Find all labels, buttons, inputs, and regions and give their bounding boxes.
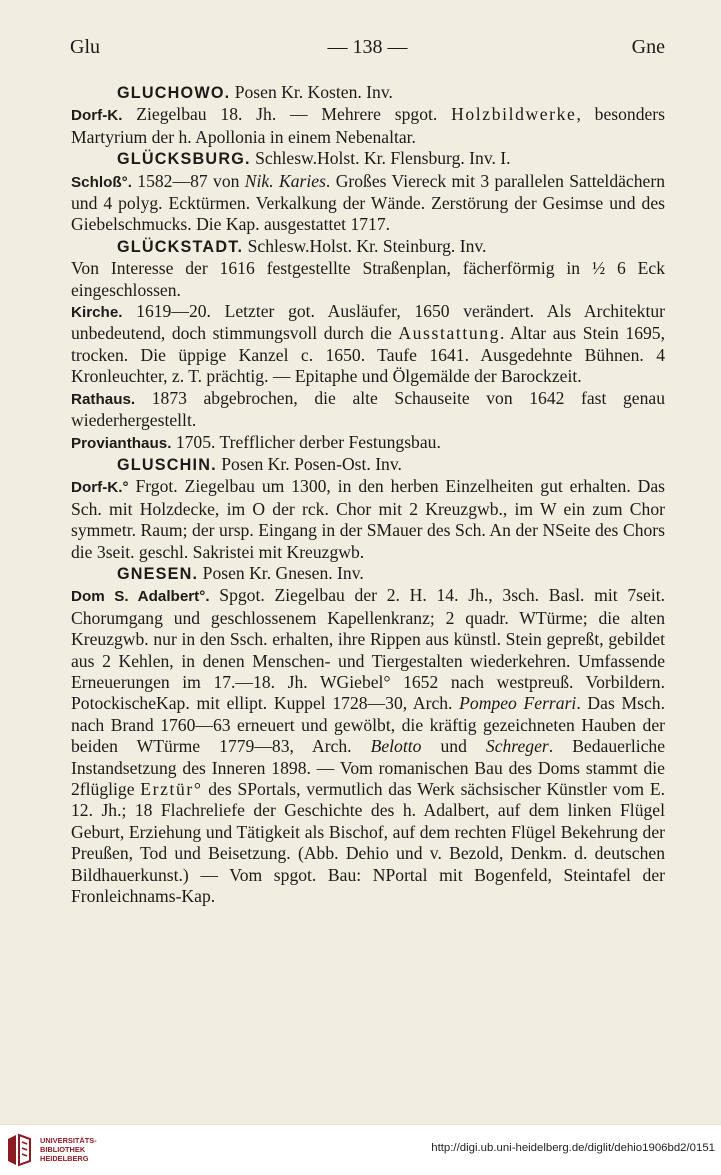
entry-label: Kirche. <box>71 304 123 322</box>
dictionary-text <box>71 82 665 907</box>
place-location: Posen Kr. Kosten. Inv. <box>234 82 393 102</box>
digitization-footer <box>0 1124 721 1175</box>
entry: Provianthaus. 1705. Trefflicher derber Festungsbau. <box>71 431 441 452</box>
entry-label: Dom S. Adalbert°. <box>71 588 210 606</box>
entry-label: Rathaus. <box>71 390 136 408</box>
entry: Schloß°. 1582—87 von Nik. Karies. Großes Viereck mit 3 parallelen Satteldächern und 4 polyg. Ecktürmen. Verkalkung der Wände. Zerstörung der Gesimse und des Giebelschmucks. Die Kap. ausgestattet 1717. <box>71 170 665 235</box>
header-left-keyword: Glu <box>70 36 100 58</box>
header-right-keyword: Gne <box>631 36 665 58</box>
place-heading <box>71 454 665 476</box>
place-location: Posen Kr. Posen-Ost. Inv. <box>221 453 402 474</box>
place-name: GNESEN. <box>117 564 199 583</box>
place-heading <box>71 236 665 258</box>
entry-label: Dorf-K. <box>71 107 123 125</box>
entry: Dorf-K.° Frgot. Ziegelbau um 1300, in den herben Einzelheiten gut erhalten. Das Sch. mit Holzdecke, im O der rck. Chor mit 2 Kreuzgwb., im W ein zum Chor symmetr. Raum; der ursp. Eingang in der SMauer des Sch. An der NSeite des Chors die 3seit. geschl. Sakristei mit Kreuzgwb. <box>71 476 665 562</box>
place-location: Schlesw.Holst. Kr. Flensburg. Inv. I. <box>255 148 511 169</box>
place-name: GLUCHOWO. <box>117 84 231 102</box>
place-name: GLUSCHIN. <box>117 455 217 474</box>
library-logo-icon <box>6 1133 32 1167</box>
entry: Dorf-K. Ziegelbau 18. Jh. — Mehrere spgot. Holzbildwerke, besonders Martyrium der h. Apollonia in einem Nebenaltar. <box>71 104 666 147</box>
architect-name: Schreger <box>485 736 549 757</box>
place-name: GLÜCKSBURG. <box>117 150 251 169</box>
place-heading <box>71 82 665 104</box>
architect-name: Nik. Karies <box>244 170 326 191</box>
entry-label: Schloß°. <box>71 173 132 191</box>
architect-name: Pompeo Ferrari <box>459 693 577 714</box>
entry: Kirche. 1619—20. Letzter got. Ausläufer, 1650 verändert. Als Architektur unbedeutend, doch stimmungsvoll durch die Ausstattung. Altar aus Stein 1695, trocken. Die üppige Kanzel c. 1650. Taufe 1641. Ausgedehnte Bühnen. 4 Kronleuchter, z. T. prächtig. — Epitaphe und Ölgemälde der Barockzeit. <box>71 301 665 387</box>
architect-name: Belotto <box>370 736 422 757</box>
place-location: Schlesw.Holst. Kr. Steinburg. Inv. <box>247 235 487 256</box>
place-name: GLÜCKSTADT. <box>117 237 244 256</box>
place-location: Posen Kr. Gnesen. Inv. <box>202 562 364 583</box>
entry: Rathaus. 1873 abgebrochen, die alte Schauseite von 1642 fast genau wiederhergestellt. <box>71 387 665 431</box>
running-header <box>70 36 665 62</box>
place-heading <box>71 563 665 585</box>
library-name: UNIVERSITÄTS- BIBLIOTHEK HEIDELBERG <box>40 1136 97 1163</box>
entry: Von Interesse der 1616 festgestellte Straßenplan, fächerförmig in ½ 6 Eck eingeschlossen. <box>71 258 665 300</box>
entry: Dom S. Adalbert°. Spgot. Ziegelbau der 2. H. 14. Jh., 3sch. Basl. mit 7seit. Chorumgang und geschlossenem Kapellenkranz; 2 quadr. WTürme; die alten Kreuzgwb. nur in den Ssch. erhalten, ihre Rippen aus künstl. Stein gepreßt, gebildet aus 2 Kehlen, in denen Menschen- und Tiergestalten wiederkehren. Umfassende Erneuerungen im 17.—18. Jh. WGiebel° 1652 nach westpreuß. Vorbildern. PotockischeKap. mit ellipt. Kuppel 1728—30, Arch. Pompeo Ferrari. Das Msch. nach Brand 1760—63 erneuert und gewölbt, die kräftig gezeichneten Hauben der beiden WTürme 1779—83, Arch. Belotto und Schreger. Bedauerliche Instandsetzung des Inneren 1898. — Vom romanischen Bau des Doms stammt die 2flüglige Erztür° des SPortals, vermutlich das Werk sächsischer Künstler vom E. 12. Jh.; 18 Flachreliefe der Geschichte des h. Adalbert, auf dem linken Flügel Geburt, Erziehung und Tätigkeit als Bischof, auf dem rechten Flügel Bekehrung der Preußen, Tod und Beisetzung. (Abb. Dehio und v. Bezold, Denkm. d. deutschen Bildhauerkunst.) — Vom spgot. Bau: NPortal mit Bogenfeld, Steintafel der Fronleichnams-Kap. <box>71 585 666 907</box>
entry-label: Dorf-K.° <box>71 479 129 497</box>
permalink-url[interactable]: http://digi.ub.uni-heidelberg.de/diglit/dehio1906bd2/0151 <box>431 1142 715 1154</box>
place-heading <box>71 148 665 170</box>
page-number: — 138 — <box>327 36 408 58</box>
entry-label: Provianthaus. <box>71 434 172 452</box>
